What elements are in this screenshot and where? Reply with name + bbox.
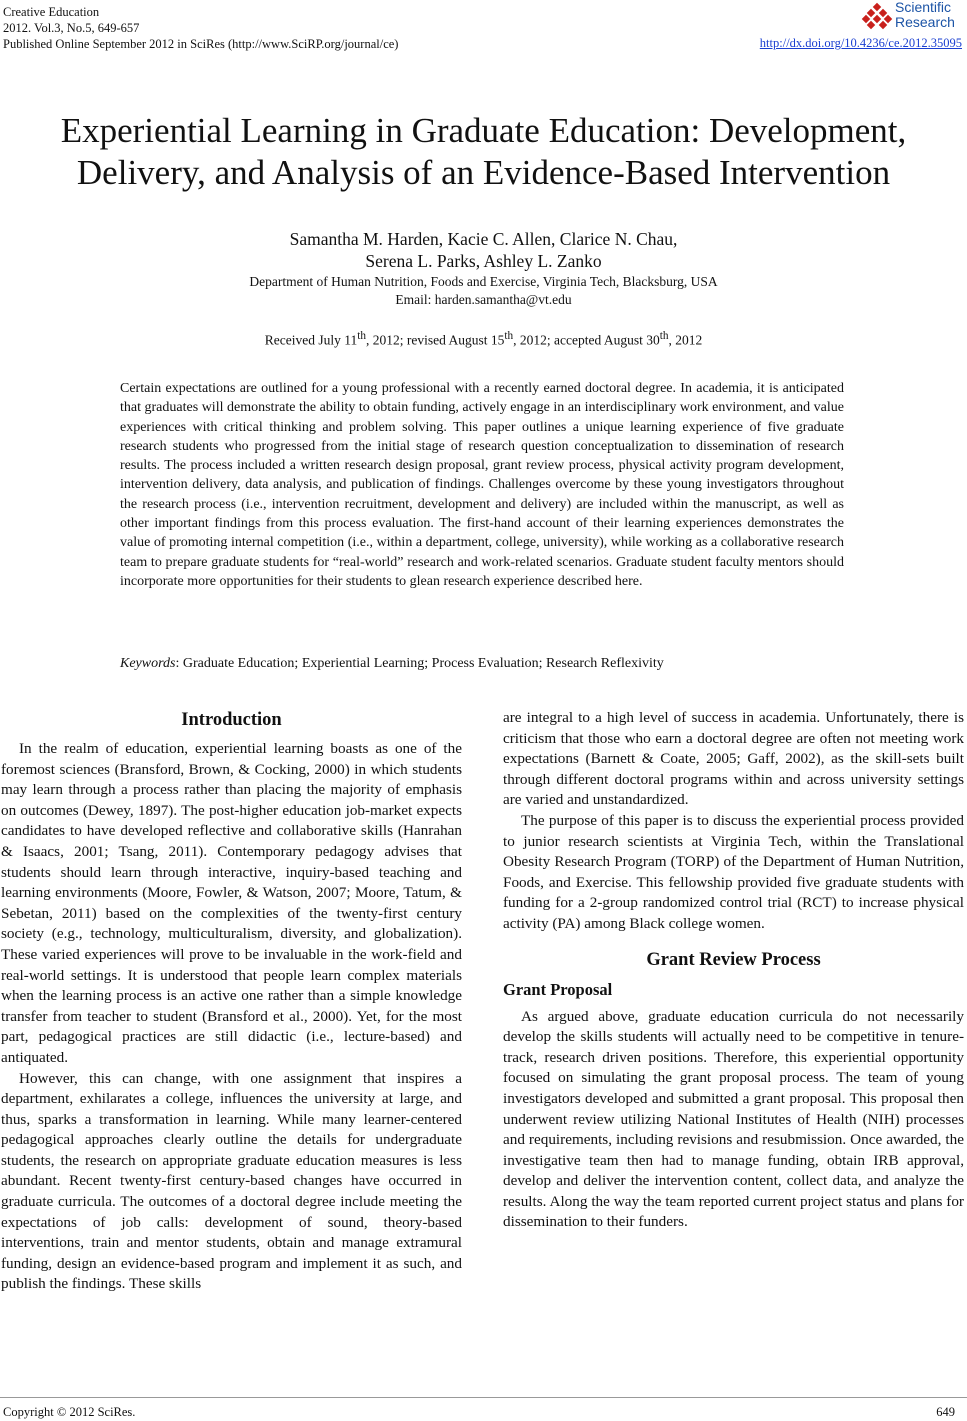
- paragraph: However, this can change, with one assignment that inspires a department, exhilarates a college, influences the university at large, and thus, sparks a transformation in learning. While many learner-centered pedagogical approaches clearly outline the details for undergraduate students, the research on appropriate graduate education measures is less abundant. Recent twenty-first century-based changes have occurred in graduate curricula. The outcomes of a doctoral degree include meeting the expectations of job calls: development of sound, theory-based interventions, train and mentor students, obtain and manage extramural funding, design an evidence-based program and implement it as such, and publish the findings. These skills: [1, 1069, 462, 1293]
- author-list: Samantha M. Harden, Kacie C. Allen, Clarice N. Chau, Serena L. Parks, Ashley L. Zanko: [289, 229, 678, 271]
- section-heading-grant-review: Grant Review Process: [646, 949, 821, 970]
- received-dates: Received July 11th, 2012; revised August 15th, 2012; accepted August 30th, 2012: [264, 330, 703, 348]
- journal-volume: 2012. Vol.3, No.5, 649-657: [3, 21, 140, 35]
- subsection-heading-grant-proposal: Grant Proposal: [503, 979, 613, 999]
- abstract: Certain expectations are outlined for a young professional with a recently earned doctoral degree. In academia, it is anticipated that graduates will demonstrate the ability to obtain funding, actively engage in an interdisciplinary work environment, and value experiences with critical thinking and problem solving. This paper outlines a unique learning experience of five graduate research students who progressed from the initial stage of research question conceptualization to dissemination of research results. The process included a written research design proposal, grant review process, physical activity program development, intervention delivery, data analysis, and publication of findings. Challenges overcome by these young investigators throughout the research process (i.e., intervention recruitment, development and delivery) are included within the manuscript, as well as other important findings from this process evaluation. The first-hand account of their learning experiences demonstrates the value of promoting internal competition (i.e., within a department, college, university), while working as a collaborative research team to prepare graduate students for “real-world” research and work-related scenarios. Graduate student faculty mentors should incorporate more opportunities for their students to glean research experience described here.: [120, 381, 844, 589]
- doi-link[interactable]: http://dx.doi.org/10.4236/ce.2012.35095: [759, 36, 962, 50]
- author-email: Email: harden.samantha@vt.edu: [395, 292, 572, 307]
- paragraph: The purpose of this paper is to discuss the experiential process provided to junior research scientists at Virginia Tech, within the Translational Obesity Research Program (TORP) of the Department of Human Nutrition, Foods, and Exercise. This fellowship provided five graduate students with funding for a 2-group randomized control trial (RCT) to increase physical activity (PA) among Black college women.: [503, 811, 964, 932]
- logo-diamond-icon: [863, 4, 891, 30]
- affiliation-block: [0, 273, 967, 309]
- logo-text: Scientific Research: [895, 0, 955, 30]
- paragraph: are integral to a high level of success in academia. Unfortunately, there is criticism that those who earn a doctoral degree are often not meeting work expectations (Barnett & Coate, 2005; Gaff, 2002), as the skill-sets built through different doctoral programs within and across university settings are varied and unstandardized.: [503, 709, 964, 809]
- publication-info: Published Online September 2012 in SciRes (http://www.SciRP.org/journal/ce): [3, 37, 399, 51]
- paper-title: Experiential Learning in Graduate Education: Development, Delivery, and Analysis of an Evidence-Based Intervention: [60, 111, 907, 192]
- footer-divider: [0, 1397, 967, 1398]
- keywords-label: Keywords: [120, 656, 176, 671]
- journal-header: [3, 4, 398, 52]
- left-column: [1, 708, 462, 1295]
- paragraph: As argued above, graduate education curricula do not necessarily develop the skills students will actually need to be competitive in tenure-track, research driven positions. Therefore, this experiential opportunity focused on simulating the grant proposal process. The team of young investigators developed and submitted a grant proposal. This proposal then underwent review utilizing National Institutes of Health (NIH) processes and requirements, including revisions and resubmission. Once awarded, the investigative team then had to manage funding, obtain IRB approval, develop and deliver the intervention content, collect data, and analyze the results. Along the way the team reported current project status and plans for dissemination to their funders.: [503, 1007, 964, 1231]
- paragraph: In the realm of education, experiential learning boasts as one of the foremost sciences (Bransford, Brown, & Cocking, 2000) in which students may learn through a process rather than placing the majority of emphasis on outcomes (Dewey, 1897). The post-higher education job-market expects candidates to have developed reflective and collaborative skills (Hanrahan & Isaacs, 2001; Tsang, 2011). Contemporary pedagogy advises that students should learn through interactive, inquiry-based teaching and learning environments (Moore, Fowler, & Watson, 2007; Moore, Tatum, & Sebetan, 2011) based on the complexities of the twenty-first century society (e.g., technology, multiculturalism, diversity, and globalization). These varied experiences will prove to be invaluable in the work-field and real-world settings. It is understood that people learn complex materials when the learning process is an active one rather than a simple knowledge transfer from teacher to student (Bransford et al., 2000). Yet, for the most part, pedagogical practices are still didactic (i.e., lecture-based) and antiquated.: [1, 740, 462, 1066]
- section-heading-introduction: Introduction: [181, 710, 282, 730]
- scientific-research-logo: [863, 0, 963, 34]
- affiliation: Department of Human Nutrition, Foods and Exercise, Virginia Tech, Blacksburg, USA: [249, 274, 718, 289]
- keywords-list: : Graduate Education; Experiential Learning; Process Evaluation; Research Reflexivity: [175, 656, 664, 671]
- journal-name: Creative Education: [3, 5, 100, 19]
- page-number: 649: [936, 1405, 955, 1419]
- copyright: Copyright © 2012 SciRes.: [3, 1405, 136, 1419]
- right-column: [503, 708, 964, 1233]
- keywords: [120, 654, 844, 673]
